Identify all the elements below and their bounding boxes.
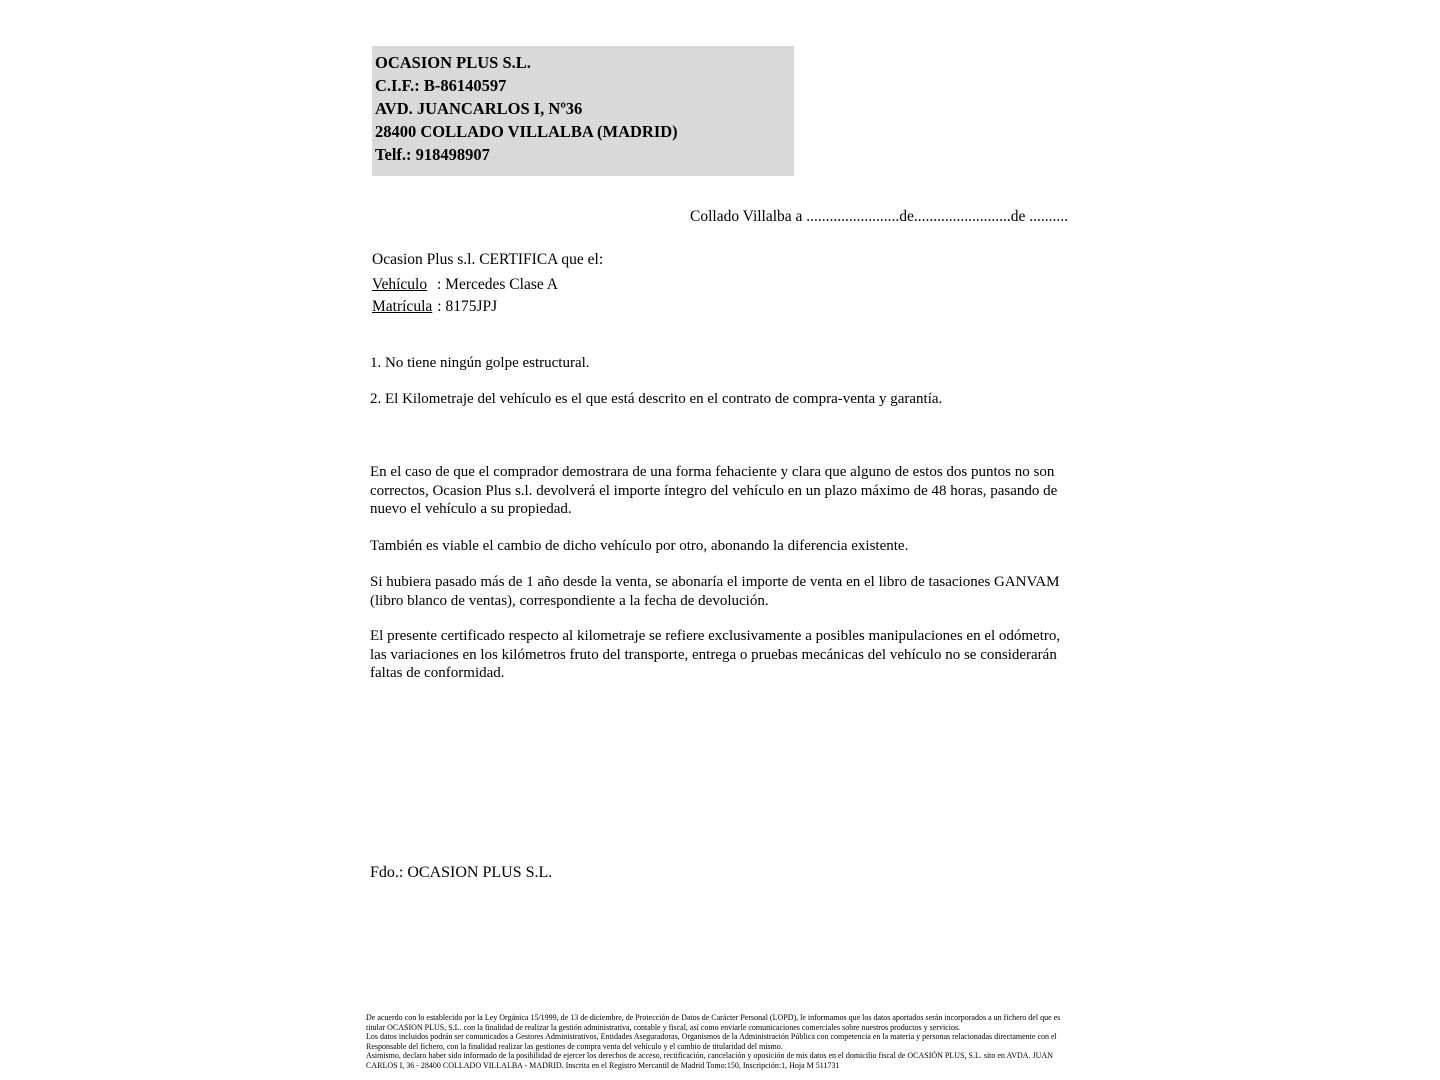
plate-row [372,296,603,318]
body-paragraph-exchange: También es viable el cambio de dicho vehículo por otro, abonando la diferencia existente. [370,538,909,554]
vehicle-row [372,274,603,296]
legal-paragraph-data-sharing: Los datos incluidos podrán ser comunicados a Gestores Administrativos, Entidades Aseguradoras, Organismos de la Administración Pública con competencia en la materia y personas relacionadas directamente con el Responsable del fichero, con la finalidad realizar las gestiones de compra venta del vehículo y el cambio de titularidad del mismo. [366,1032,1057,1051]
plate-label: Matrícula [372,298,433,315]
condition-point-1: 1. No tiene ningún golpe estructural. [370,355,590,371]
body-paragraph-ganvam: Si hubiera pasado más de 1 año desde la venta, se abonaría el importe de venta en el libro de tasaciones GANVAM (libro blanco de ventas), correspondiente a la fecha de devolución. [370,574,1060,609]
company-address: AVD. JUANCARLOS I, Nº36 [375,99,583,118]
condition-point-2: 2. El Kilometraje del vehículo es el que está descrito en el contrato de compra-venta y garantía. [370,391,943,407]
company-header-box [372,46,794,176]
company-phone: Telf.: 918498907 [375,145,490,164]
plate-value: : 8175JPJ [437,298,498,315]
body-paragraph-odometer: El presente certificado respecto al kilometraje se refiere exclusivamente a posibles manipulaciones en el odómetro, las variaciones en los kilómetros fruto del transporte, entrega o pruebas mecánicas del vehículo no se considerarán faltas de conformidad. [370,628,1061,681]
legal-paragraph-lopd: De acuerdo con lo establecido por la Ley Orgánica 15/1999, de 13 de diciembre, de Protección de Datos de Carácter Personal (LOPD), le informamos que los datos aportados serán incorporados a un fichero del que es titular OCASION PLUS, S.L. con la finalidad de realizar la gestión administrativa, contable y fiscal, así como enviarle comunicaciones comerciales sobre nuestros productos y servicios. [366,1013,1061,1032]
legal-fine-print [366,1013,1080,1070]
company-city: 28400 COLLADO VILLALBA (MADRID) [375,122,678,141]
legal-paragraph-rights: Asimismo, declaro haber sido informado de la posibilidad de ejercer los derechos de acceso, rectificación, cancelación y oposición de mis datos en el domicilio fiscal de OCASIÓN PLUS, S.L. sito en AVDA. JUAN CARLOS I, 36 - 28400 COLLADO VILLALBA - MADRID. Inscrita en el Registro Mercantil de Madrid Tomo:150, Inscripción:1, Hoja M 511731 [366,1051,1054,1070]
signature-line: Fdo.: OCASION PLUS S.L. [370,864,553,881]
certification-block [372,250,603,318]
vehicle-label: Vehículo [372,276,428,293]
date-place-line: Collado Villalba a ........................de.........................de .......... [690,208,1069,225]
body-paragraph-refund: En el caso de que el comprador demostrara de una forma fehaciente y clara que alguno de estos dos puntos no son correctos, Ocasion Plus s.l. devolverá el importe íntegro del vehículo en un plazo máximo de 48 horas, pasando de nuevo el vehículo a su propiedad. [370,464,1058,517]
vehicle-value: : Mercedes Clase A [437,276,558,293]
company-name: OCASION PLUS S.L. [375,53,531,72]
company-cif: C.I.F.: B-86140597 [375,76,507,95]
certify-intro: Ocasion Plus s.l. CERTIFICA que el: [372,251,604,268]
